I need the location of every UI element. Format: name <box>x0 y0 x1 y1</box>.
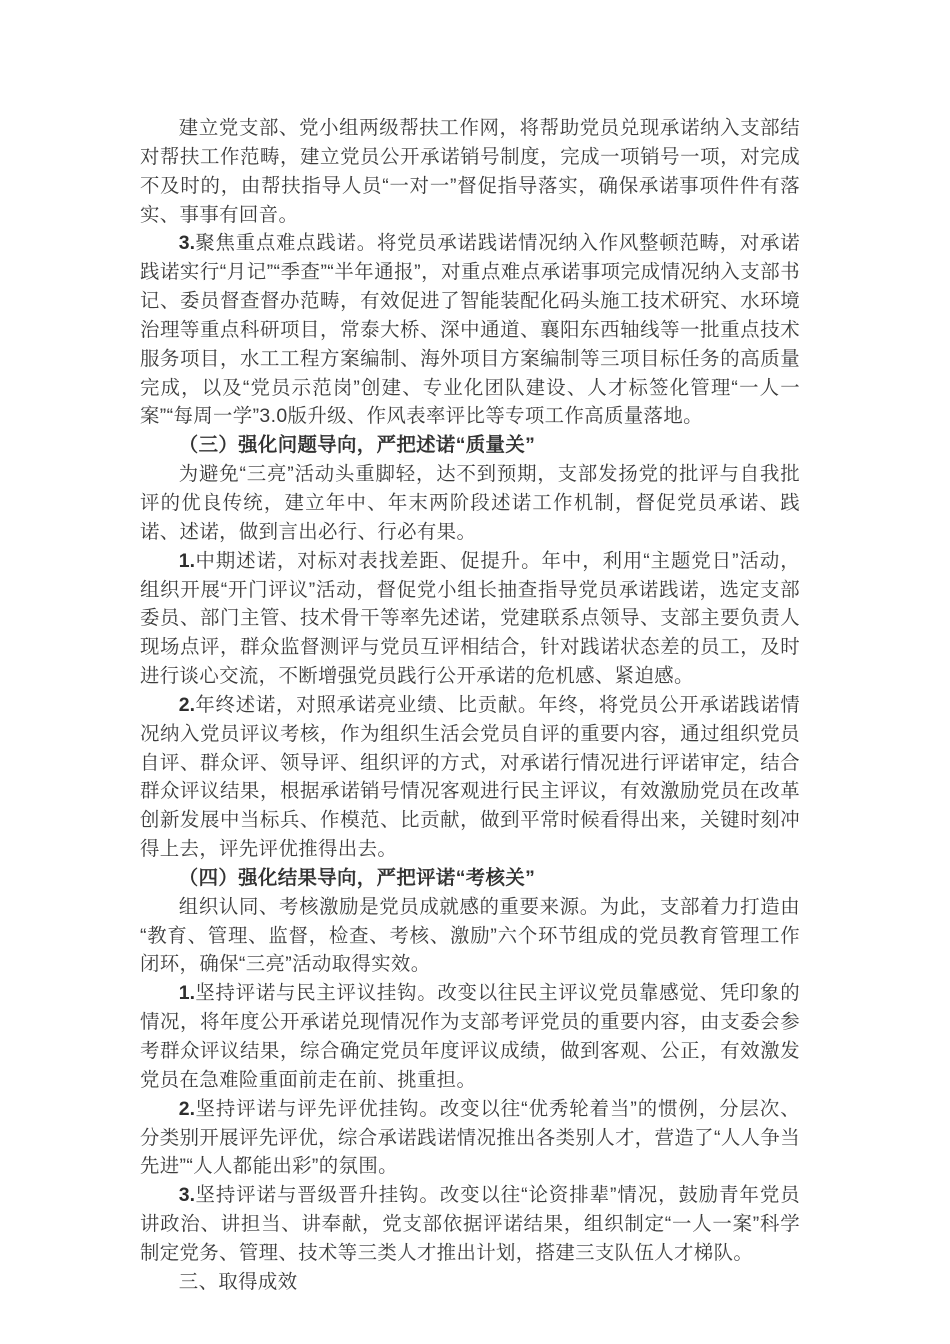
paragraph-numbered <box>140 1181 800 1268</box>
paragraph-numbered <box>140 547 800 691</box>
list-marker: 1. <box>178 982 195 1005</box>
paragraph-text: 坚持评诺与评先评优挂钩。改变以往“优秀轮着当”的惯例，分层次、分类别开展评先评优，综合承诺践诺情况推出各类别人才，营造了“人人争当先进”“人人都能出彩”的氛围。 <box>140 1097 800 1178</box>
paragraph-numbered <box>140 979 800 1094</box>
paragraph-text: 坚持评诺与晋级晋升挂钩。改变以往“论资排辈”情况，鼓励青年党员讲政治、讲担当、讲奉献，党支部依据评诺结果，组织制定“一人一案”科学制定党务、管理、技术等三类人才推出计划，搭建三支队伍人才梯队。 <box>140 1184 800 1264</box>
paragraph-numbered <box>140 229 800 431</box>
section-heading-three: 三、取得成效 <box>178 1270 298 1293</box>
paragraph-numbered <box>140 691 800 864</box>
list-marker: 1. <box>178 549 195 572</box>
list-marker: 2. <box>178 693 195 716</box>
section-heading-san: （三）强化问题导向，严把述诺“质量关” <box>178 434 536 457</box>
document-text-body <box>140 114 800 1297</box>
paragraph-text: 坚持评诺与民主评议挂钩。改变以往民主评议党员靠感觉、凭印象的情况，将年度公开承诺兑现情况作为支部考评党员的重要内容，由支委会参考群众评议结果，综合确定党员年度评议成绩，做到客观、公正，有效激发党员在急难险重面前走在前、挑重担。 <box>140 982 800 1091</box>
list-marker: 2. <box>178 1097 195 1120</box>
paragraph-text: 年终述诺，对照承诺亮业绩、比贡献。年终，将党员公开承诺践诺情况纳入党员评议考核，作为组织生活会党员自评的重要内容，通过组织党员自评、群众评、领导评、组织评的方式，对承诺行情况进行评诺审定，结合群众评议结果，根据承诺销号情况客观进行民主评议，有效激励党员在改革创新发展中当标兵、作模范、比贡献，做到平常时候看得出来，关键时刻冲得上去，评先评优推得出去。 <box>140 693 800 861</box>
paragraph-text: 中期述诺，对标对表找差距、促提升。年中，利用“主题党日”活动，组织开展“开门评议”活动，督促党小组长抽查指导党员承诺践诺，选定支部委员、部门主管、技术骨干等率先述诺，党建联系点领导、支部主要负责人现场点评，群众监督测评与党员互评相结合，针对践诺状态差的员工，及时进行谈心交流，不断增强党员践行公开承诺的危机感、紧迫感。 <box>140 549 800 688</box>
paragraph-body: 组织认同、考核激励是党员成就感的重要来源。为此，支部着力打造由“教育、管理、监督，检查、考核、激励”六个环节组成的党员教育管理工作闭环，确保“三亮”活动取得实效。 <box>140 895 800 976</box>
paragraph-numbered <box>140 1095 800 1182</box>
section-heading-si: （四）强化结果导向，严把评诺“考核关” <box>178 866 536 889</box>
paragraph-text: 聚焦重点难点践诺。将党员承诺践诺情况纳入作风整顿范畴，对承诺践诺实行“月记”“季查”“半年通报”，对重点难点承诺事项完成情况纳入支部书记、委员督查督办范畴，有效促进了智能装配化码头施工技术研究、水环境治理等重点科研项目，常泰大桥、深中通道、襄阳东西轴线等一批重点技术服务项目，水工工程方案编制、海外项目方案编制等三项目标任务的高质量完成，以及“党员示范岗”创建、专业化团队建设、人才标签化管理“一人一案”“每周一学”3.0版升级、作风表率评比等专项工作高质量落地。 <box>140 232 800 428</box>
list-marker: 3. <box>178 232 195 255</box>
paragraph-body: 为避免“三亮”活动头重脚轻，达不到预期，支部发扬党的批评与自我批评的优良传统，建立年中、年末两阶段述诺工作机制，督促党员承诺、践诺、述诺，做到言出必行、行必有果。 <box>140 463 800 543</box>
paragraph-body: 建立党支部、党小组两级帮扶工作网，将帮助党员兑现承诺纳入支部结对帮扶工作范畴，建立党员公开承诺销号制度，完成一项销号一项，对完成不及时的，由帮扶指导人员“一对一”督促指导落实，确保承诺事项件件有落实、事事有回音。 <box>140 117 800 226</box>
list-marker: 3. <box>178 1184 195 1207</box>
